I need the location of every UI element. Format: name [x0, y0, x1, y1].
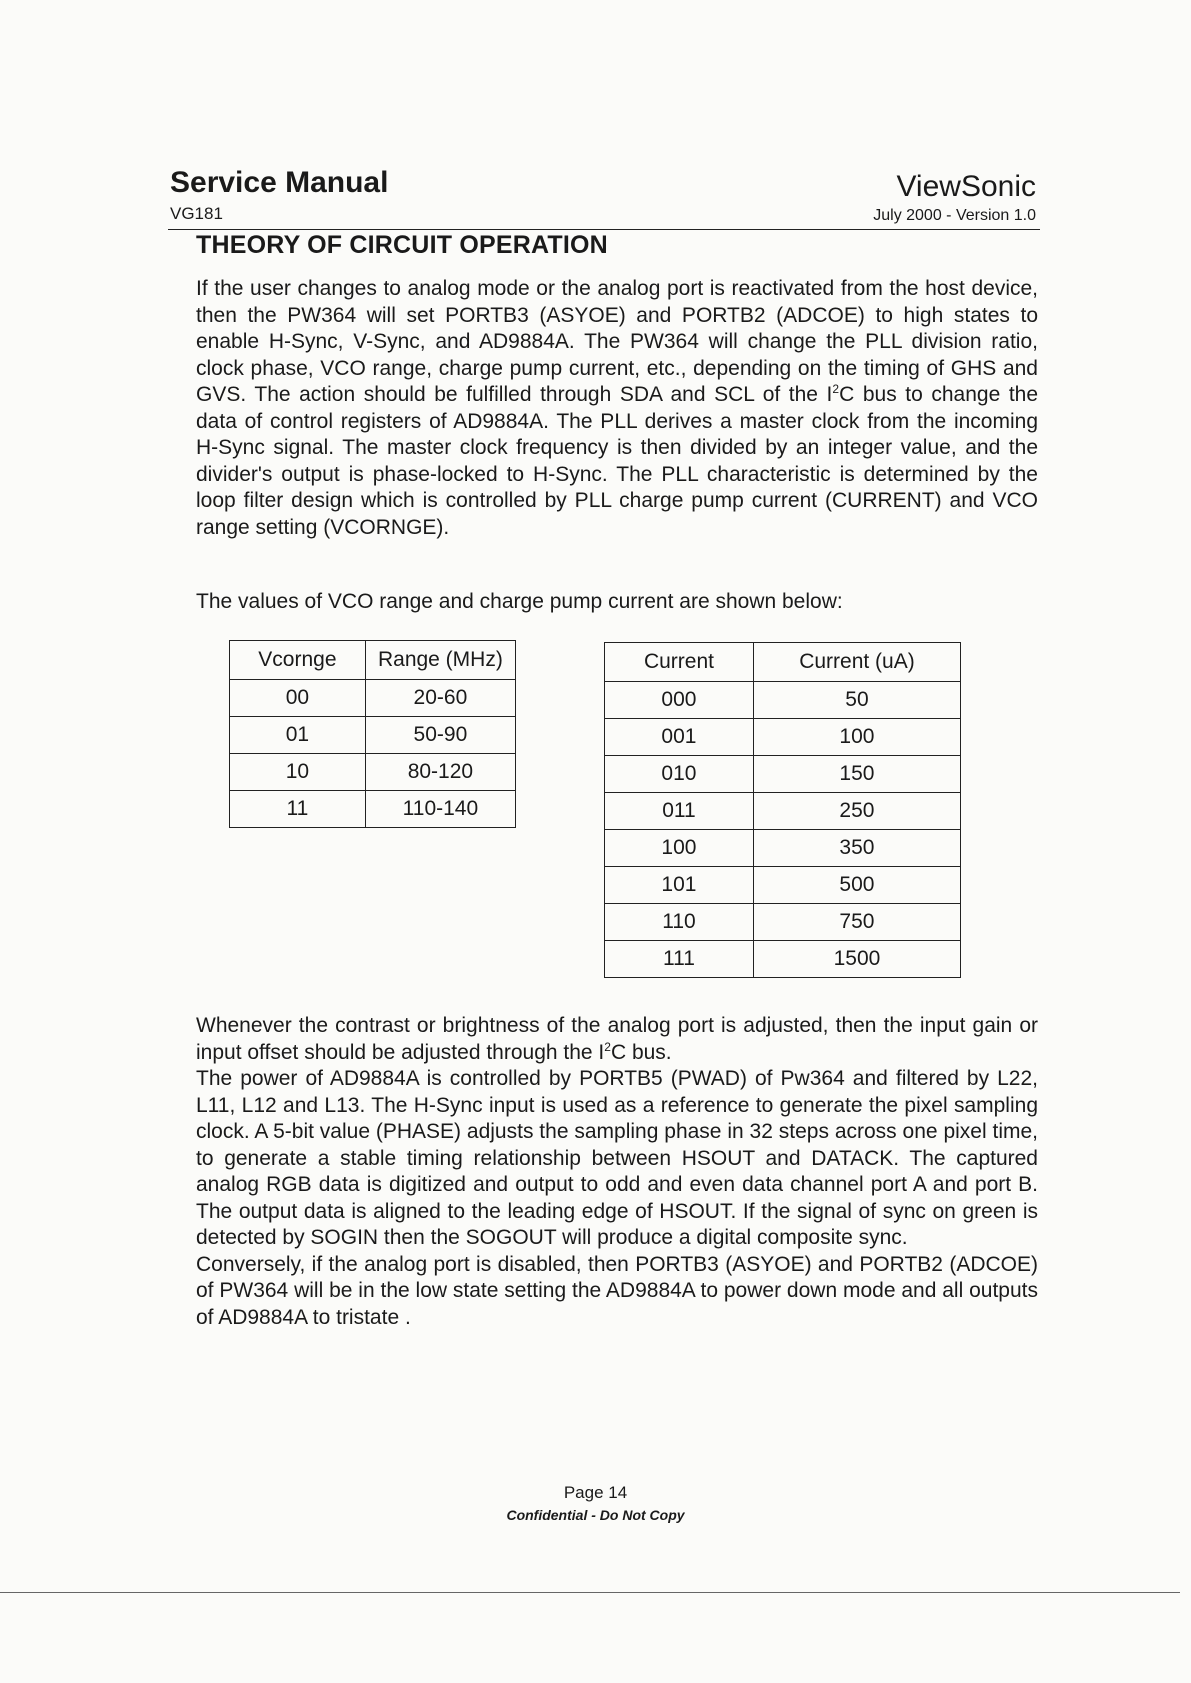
- table-cell: 80-120: [365, 754, 515, 791]
- table-cell: 350: [753, 830, 960, 867]
- table-cell: 10: [230, 754, 366, 791]
- table-row: [605, 941, 961, 978]
- table-header-cell: Current (uA): [753, 643, 960, 682]
- table-cell: 20-60: [365, 680, 515, 717]
- header-divider: [168, 229, 1040, 230]
- paragraph-text: The power of AD9884A is controlled by PORTB5 (PWAD) of Pw364 and filtered by L22, L11, L12 and L13. The H-Sync input is used as a reference to generate the pixel sampling clock. A 5-bit value (PHASE) adjusts the sampling phase in 32 steps across one pixel time, to generate a stable timing relationship between HSOUT and DATACK. The captured analog RGB data is digitized and output to odd and even data channel port A and port B. The output data is aligned to the leading edge of HSOUT. If the signal of sync on green is detected by SOGIN then the SOGOUT will produce a digital composite sync.: [196, 1067, 1038, 1249]
- table-row: [605, 756, 961, 793]
- table-cell: 100: [753, 719, 960, 756]
- paragraph-text: Whenever the contrast or brightness of the analog port is adjusted, then the input gain or input offset should be adjusted through the I: [196, 1014, 1038, 1064]
- table-cell: 101: [605, 867, 754, 904]
- table-row: [230, 717, 516, 754]
- table-row: [605, 719, 961, 756]
- table-cell: 011: [605, 793, 754, 830]
- paragraph-pll-operation: [196, 276, 1038, 541]
- paragraph-text: C bus.: [610, 1040, 672, 1064]
- table-row: [230, 754, 516, 791]
- paragraph-text: C bus to change the data of control registers of AD9884A. The PLL derives a master clock from the incoming H-Sync signal. The master clock frequency is then divided by an integer value, and the divider's output is phase-locked to H-Sync. The PLL characteristic is determined by the loop filter design which is controlled by PLL charge pump current (CURRENT) and VCO range setting (VCORNGE).: [196, 383, 1039, 539]
- table-cell: 110-140: [365, 791, 515, 828]
- model-number: VG181: [170, 204, 223, 223]
- table-row: [605, 830, 961, 867]
- table-row: [605, 682, 961, 719]
- table-row: [605, 867, 961, 904]
- charge-pump-current-table: [604, 642, 961, 978]
- table-header-row: [230, 641, 516, 680]
- table-header-cell: Range (MHz): [365, 641, 515, 680]
- table-cell: 110: [605, 904, 754, 941]
- confidential-notice: Confidential - Do Not Copy: [506, 1507, 685, 1523]
- table-cell: 50-90: [365, 717, 515, 754]
- page-number: Page 14: [563, 1483, 628, 1502]
- brand-name: ViewSonic: [896, 170, 1036, 203]
- section-title: THEORY OF CIRCUIT OPERATION: [196, 231, 608, 259]
- table-cell: 50: [753, 682, 960, 719]
- table-row: [605, 793, 961, 830]
- paragraph-adc-operation: [196, 1013, 1038, 1331]
- table-cell: 01: [230, 717, 366, 754]
- table-header-row: [605, 643, 961, 682]
- table-row: [605, 904, 961, 941]
- table-cell: 11: [230, 791, 366, 828]
- paragraph-text: If the user changes to analog mode or the analog port is reactivated from the host device, then the PW364 will set PORTB3 (ASYOE) and PORTB2 (ADCOE) to high states to enable H-Sync, V-Sync, and AD9884A. The PW364 will change the PLL division ratio, clock phase, VCO range, charge pump current, etc., depending on the timing of GHS and GVS. The action should be fulfilled through SDA and SCL of the I: [196, 277, 1038, 406]
- document-title: Service Manual: [170, 166, 389, 199]
- table-cell: 001: [605, 719, 754, 756]
- paragraph-text: Conversely, if the analog port is disabled, then PORTB3 (ASYOE) and PORTB2 (ADCOE) of PW364 will be in the low state setting the AD9884A to power down mode and all outputs of AD9884A to tristate .: [196, 1252, 1038, 1329]
- table-cell: 010: [605, 756, 754, 793]
- table-header-cell: Current: [605, 643, 754, 682]
- table-cell: 00: [230, 680, 366, 717]
- paragraph-table-intro: The values of VCO range and charge pump current are shown below:: [196, 590, 843, 613]
- table-cell: 500: [753, 867, 960, 904]
- table-cell: 111: [605, 941, 754, 978]
- vco-range-table: [229, 640, 516, 828]
- superscript: 2: [832, 382, 840, 396]
- table-row: [230, 680, 516, 717]
- table-cell: 150: [753, 756, 960, 793]
- table-cell: 100: [605, 830, 754, 867]
- version-info: July 2000 - Version 1.0: [873, 207, 1036, 224]
- scan-edge-line: [0, 1592, 1180, 1593]
- table-cell: 250: [753, 793, 960, 830]
- table-header-cell: Vcornge: [230, 641, 366, 680]
- table-row: [230, 791, 516, 828]
- table-cell: 000: [605, 682, 754, 719]
- table-cell: 750: [753, 904, 960, 941]
- table-cell: 1500: [753, 941, 960, 978]
- superscript: 2: [604, 1039, 611, 1054]
